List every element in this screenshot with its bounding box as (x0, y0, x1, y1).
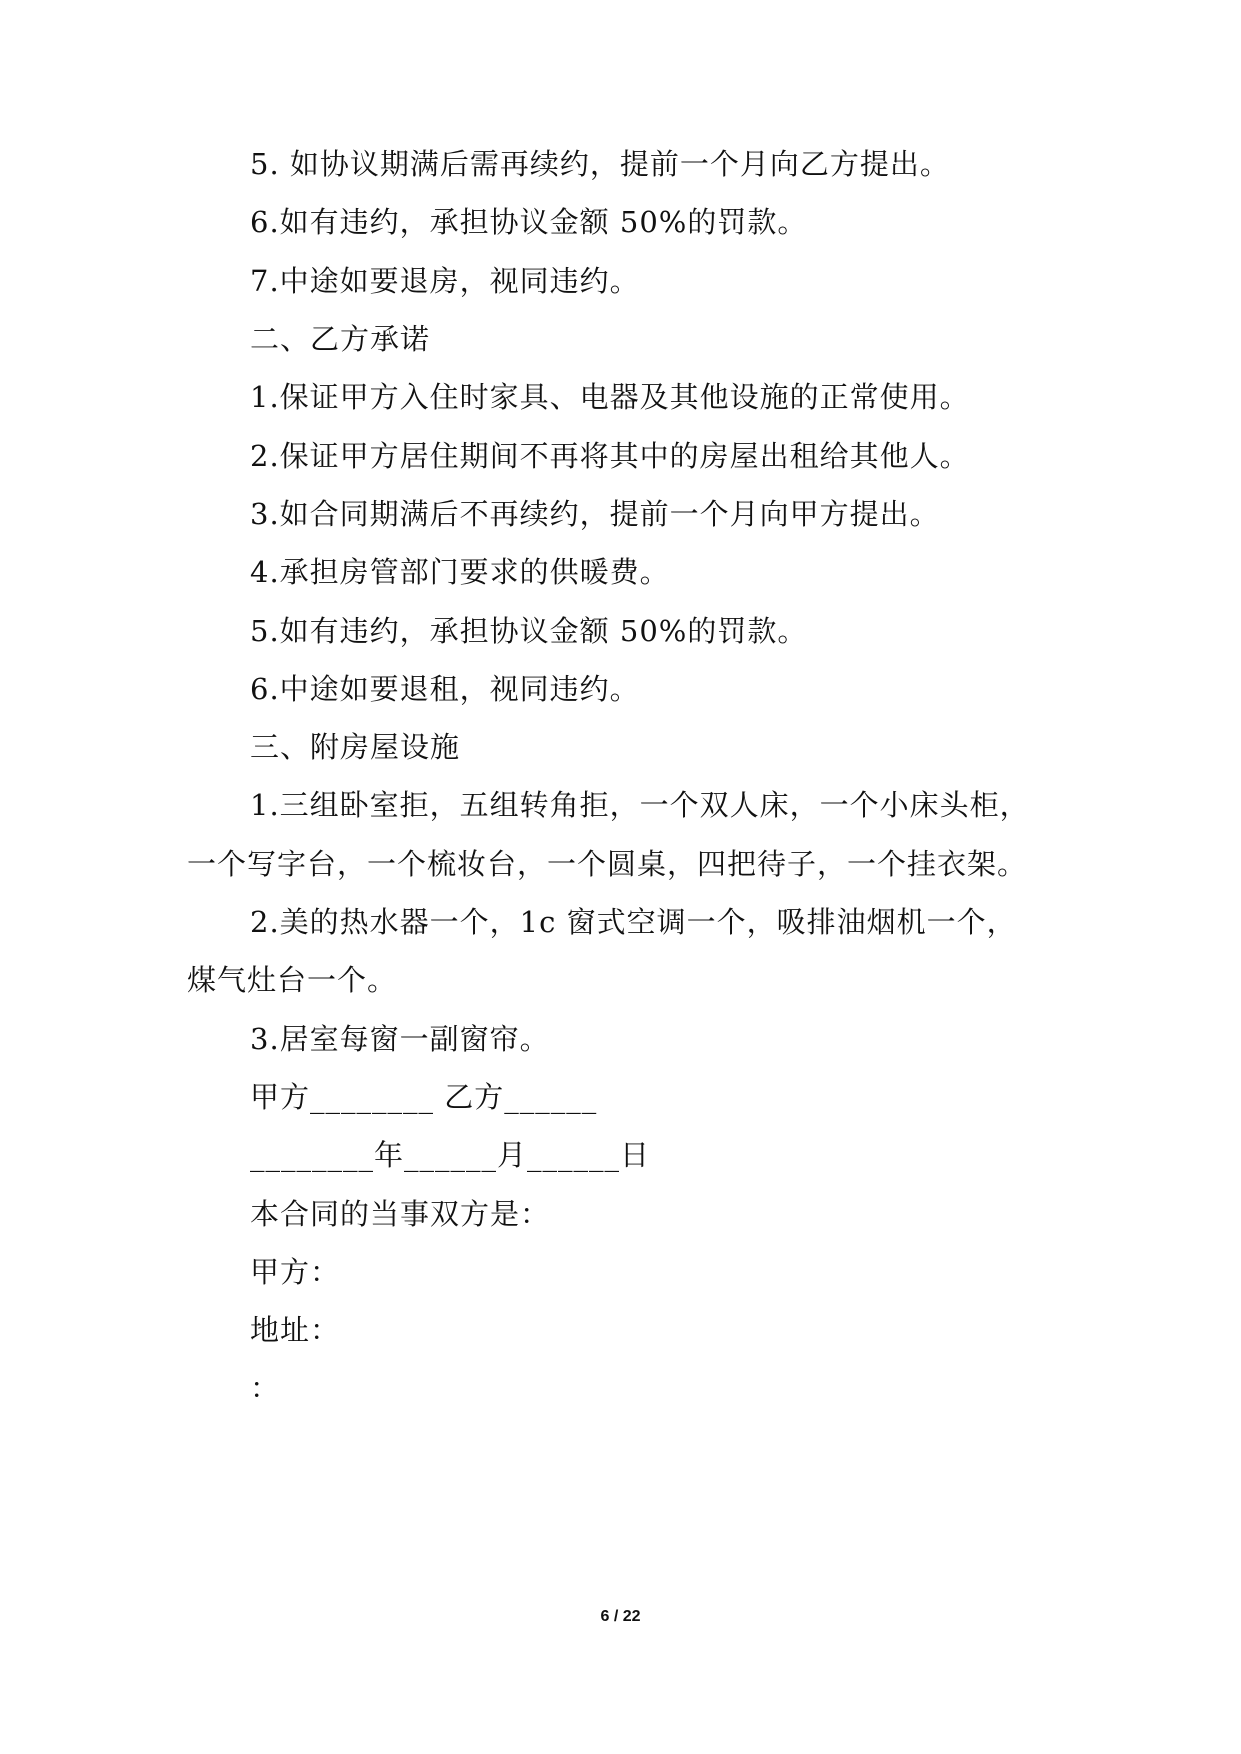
clause-b5: 5.如有违约，承担协议金额 50%的罚款。 (250, 614, 808, 648)
facility-item-2: 2.美的热水器一个，1c 窗式空调一个，吸排油烟机一个， (250, 905, 1017, 939)
party-a-label: 甲方： (250, 1255, 341, 1289)
clause-a7: 7.中途如要退房，视同违约。 (250, 264, 640, 298)
date-line: ________年______月______日 (250, 1138, 651, 1172)
section-heading-party-b: 二、乙方承诺 (250, 322, 431, 356)
facility-item-1: 1.三组卧室拒，五组转角拒，一个双人床，一个小床头柜， (250, 788, 1030, 822)
facility-item-3: 3.居室每窗一副窗帘。 (250, 1022, 550, 1056)
page-number: 6 / 22 (600, 1608, 641, 1625)
clause-b6: 6.中途如要退租，视同违约。 (250, 672, 640, 706)
facility-item-1-continued: 一个写字台，一个梳妆台，一个圆桌，四把待子，一个挂衣架。 (187, 847, 1028, 881)
section-heading-facilities: 三、附房屋设施 (250, 730, 461, 764)
facility-item-2-continued: 煤气灶台一个。 (187, 963, 398, 997)
parties-intro: 本合同的当事双方是： (250, 1197, 551, 1231)
clause-b3: 3.如合同期满后不再续约，提前一个月向甲方提出。 (250, 497, 940, 531)
clause-a6: 6.如有违约，承担协议金额 50%的罚款。 (250, 205, 808, 239)
clause-b1: 1.保证甲方入住时家具、电器及其他设施的正常使用。 (250, 380, 970, 414)
address-label: 地址： (250, 1313, 341, 1347)
clause-a5: 5. 如协议期满后需再续约，提前一个月向乙方提出。 (250, 147, 950, 181)
signature-line: 甲方________ 乙方______ (250, 1080, 598, 1114)
clause-b2: 2.保证甲方居住期间不再将其中的房屋出租给其他人。 (250, 439, 970, 473)
clause-b4: 4.承担房管部门要求的供暖费。 (250, 555, 670, 589)
blank-field-label: ： (250, 1371, 281, 1405)
